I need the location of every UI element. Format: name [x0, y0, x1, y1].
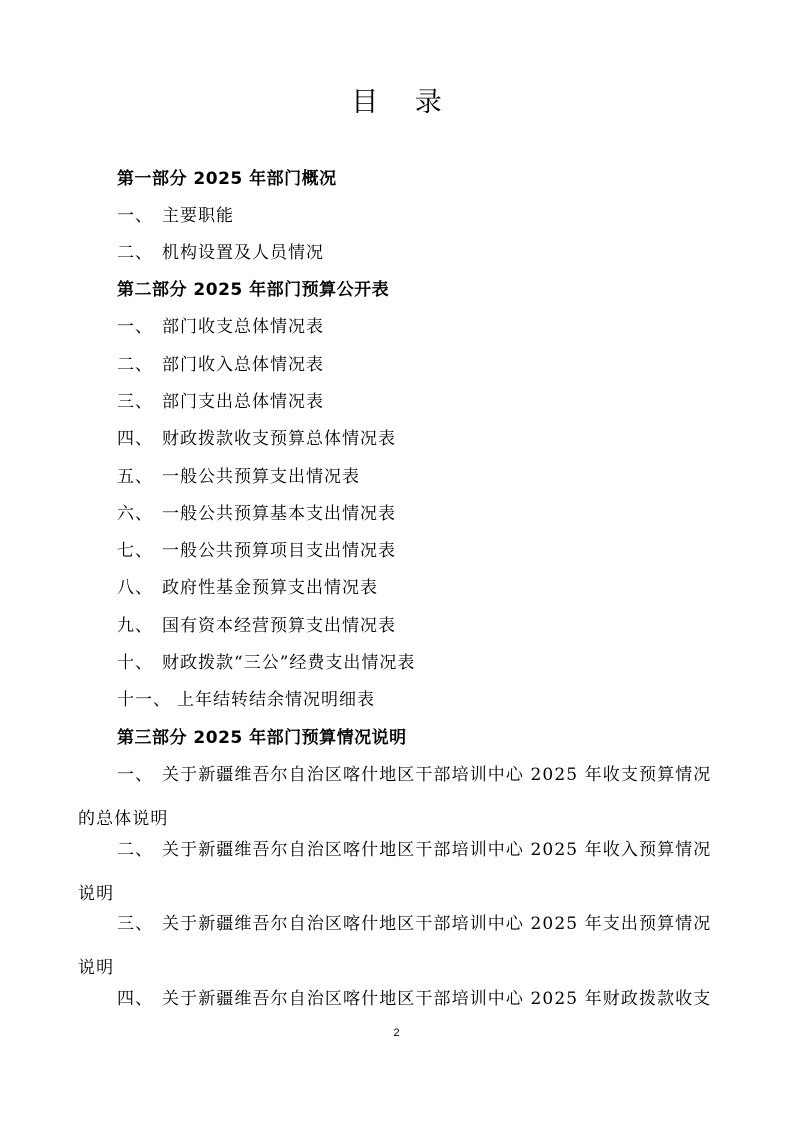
toc-entry [117, 428, 396, 450]
toc-entry-number: 二、 [117, 243, 153, 263]
toc-entry [117, 466, 360, 488]
part3-heading: 第三部分 2025 年部门预算情况说明 [117, 728, 407, 748]
toc-entry-text: 财政拨款收支预算总体情况表 [162, 429, 396, 449]
toc-entry-text: 主要职能 [162, 206, 234, 226]
toc-entry-text: 一般公共预算基本支出情况表 [162, 504, 396, 524]
toc-entry-number: 六、 [117, 504, 153, 524]
toc-entry [117, 615, 396, 637]
toc-entry-text: 关于新疆维吾尔自治区喀什地区干部培训中心 2025 年支出预算情况说明 [78, 914, 712, 978]
toc-entry-number: 二、 [117, 355, 153, 375]
toc-entry-number: 四、 [117, 989, 154, 1009]
toc-entry-number: 二、 [117, 840, 154, 860]
toc-entry-number: 七、 [117, 541, 153, 561]
toc-entry-text: 国有资本经营预算支出情况表 [162, 616, 396, 636]
page-number: 2 [393, 1027, 400, 1039]
toc-entry-text: 财政拨款“三公”经费支出情况表 [162, 653, 416, 673]
toc-entry-text: 上年结转结余情况明细表 [177, 690, 375, 710]
toc-entry-text: 一般公共预算项目支出情况表 [162, 541, 396, 561]
toc-entry-text: 关于新疆维吾尔自治区喀什地区干部培训中心 2025 年财政拨款收支 [162, 989, 712, 1009]
toc-entry [117, 540, 396, 562]
toc-entry-text: 关于新疆维吾尔自治区喀什地区干部培训中心 2025 年收入预算情况说明 [78, 840, 712, 904]
toc-entry [117, 205, 234, 227]
toc-entry-number: 十一、 [117, 690, 171, 710]
toc-entry-number: 一、 [117, 765, 154, 785]
toc-entry [117, 316, 324, 338]
toc-entry [117, 391, 324, 413]
toc-entry [117, 652, 415, 674]
toc-entry-number: 四、 [117, 429, 153, 449]
toc-entry [117, 354, 324, 376]
toc-entry-number: 十、 [117, 653, 153, 673]
toc-entry-text: 部门收支总体情况表 [162, 317, 324, 337]
toc-entry [117, 689, 375, 711]
toc-entry-text: 政府性基金预算支出情况表 [162, 578, 378, 598]
part2-heading: 第二部分 2025 年部门预算公开表 [117, 280, 390, 300]
toc-entry-text: 部门收入总体情况表 [162, 355, 324, 375]
toc-entry-number: 三、 [117, 392, 153, 412]
toc-entry-number: 八、 [117, 578, 153, 598]
toc-entry-number: 五、 [117, 467, 153, 487]
toc-entry [117, 503, 396, 525]
toc-entry-number: 九、 [117, 616, 153, 636]
toc-entry-number: 一、 [117, 317, 153, 337]
toc-entry-number: 一、 [117, 206, 153, 226]
toc-entry-number: 三、 [117, 914, 154, 934]
toc-entry-multiline [78, 977, 718, 1021]
toc-entry-text: 部门支出总体情况表 [162, 392, 324, 412]
toc-entry-text: 机构设置及人员情况 [162, 243, 324, 263]
toc-entry [117, 242, 324, 264]
toc-entry-text: 关于新疆维吾尔自治区喀什地区干部培训中心 2025 年收支预算情况的总体说明 [78, 765, 712, 829]
page-title: 目 录 [351, 87, 456, 118]
part1-heading: 第一部分 2025 年部门概况 [117, 169, 337, 189]
toc-entry-text: 一般公共预算支出情况表 [162, 467, 360, 487]
toc-entry [117, 577, 378, 599]
